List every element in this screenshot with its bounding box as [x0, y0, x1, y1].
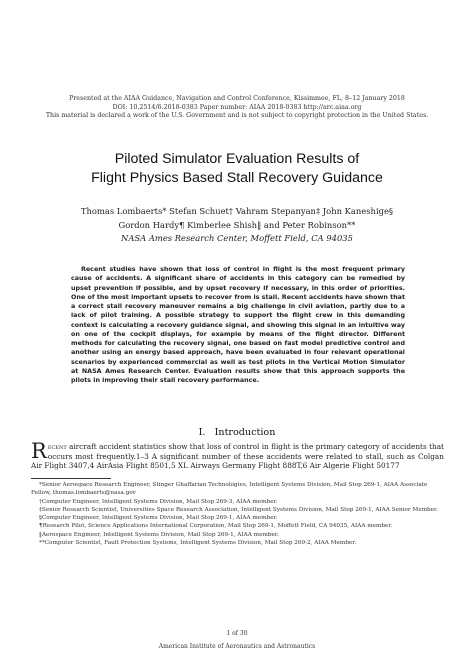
copyright-line: This material is declared a work of the U.S. Government and is not subject to copyright protection in the United States. [45, 112, 429, 120]
intro-paragraph [31, 439, 444, 471]
page-number: 1 of 30 [226, 630, 248, 637]
footnote: §Computer Engineer, Intelligent Systems Division, Mail Stop 269-1, AIAA member. [39, 515, 278, 522]
section-number: I. [198, 427, 206, 438]
affiliation: NASA Ames Research Center, Moffett Field, CA 94035 [121, 233, 353, 244]
authors-line-2: Gordon Hardy¶ Kimberlee Shish‖ and Peter Robinson** [118, 219, 356, 230]
drop-cap: R [31, 439, 47, 463]
footnote: ¶Research Pilot, Science Applications International Corporation, Mail Stop 269-1, Moffett Field, CA 94035, AIAA member. [39, 523, 393, 530]
intro-text: aircraft accident statistics show that loss of control in flight is the primary category of accidents that occurs most frequently.1–3 A significant number of these accidents were related to stall, such as Colgan Air Flight 3407,4 AirAsia Flight 8501,5 XL Airways Germany Flight 888T,6 Air Algerie Flight 50177 [31, 442, 444, 471]
footnote-rule [31, 478, 111, 479]
footnote: †Computer Engineer, Intelligent Systems Division, Mail Stop 269-3, AIAA member. [39, 498, 278, 505]
page-footer: American Institute of Aeronautics and Astronautics [158, 643, 316, 650]
authors-line-1: Thomas Lombaerts* Stefan Schuet† Vahram Stepanyan‡ John Kaneshige§ [80, 206, 394, 216]
footnote: **Computer Scientist, Fault Protection Systems, Intelligent Systems Division, Mail Stop 269-2, AIAA Member. [39, 540, 357, 547]
footnote: ‡Senior Research Scientist, Universities Space Research Association, Intelligent Systems Division, Mail Stop 269-1, AIAA Senior Member. [39, 506, 438, 513]
doi-line: DOI: 10.2514/6.2018-0383 Paper number: AIAA 2018-0383 http://arc.aiaa.org [112, 103, 362, 111]
intro-smallcaps: ecent [47, 442, 67, 451]
title-line-2: Flight Physics Based Stall Recovery Guidance [91, 170, 383, 186]
abstract: Recent studies have shown that loss of control in flight is the most frequent primary cause of accidents. A significant share of accidents in this category can be remedied by upset prevention if possible, and by upset recovery if necessary, in this order of priorities. One of the most important upsets to recover from is stall. Recent accidents have shown that a correct stall recovery maneuver remains a big challenge in civil aviation, partly due to a lack of pilot training. A possible strategy to support the flight crew in this demanding context is calculating a recovery guidance signal, and showing this signal in an intuitive way on one of the cockpit displays, for example by means of the flight director. Different methods for calculating the recovery signal, one based on fast model predictive control and another using an energy based approach, have been evaluated in four relevant operational scenarios by experienced commercial as well as test pilots in the Vertical Motion Simulator at NASA Ames Research Center. Evaluation results show that this approach supports the pilots in improving their stall recovery performance. [71, 266, 405, 384]
title-line-1: Piloted Simulator Evaluation Results of [114, 151, 360, 167]
section-title: Introduction [214, 427, 276, 438]
section-heading [0, 427, 474, 438]
conference-line: Presented at the AIAA Guidance, Navigation and Control Conference, Kissimmee, FL, 8–12 January 2018 [69, 95, 405, 102]
paper-title [30, 150, 444, 188]
footnotes [31, 481, 444, 547]
footnote: *Senior Aerospace Research Engineer, Stinger Ghaffarian Technologies, Intelligent Systems Division, Mail Stop 269-1, AIAA Associate Fellow, thomas.lombaerts@nasa.gov [31, 482, 428, 497]
conference-header [20, 95, 454, 121]
footnote: ‖Aerospace Engineer, Intelligent Systems Division, Mail Stop 269-1, AIAA member. [39, 531, 279, 538]
author-block [40, 205, 434, 246]
